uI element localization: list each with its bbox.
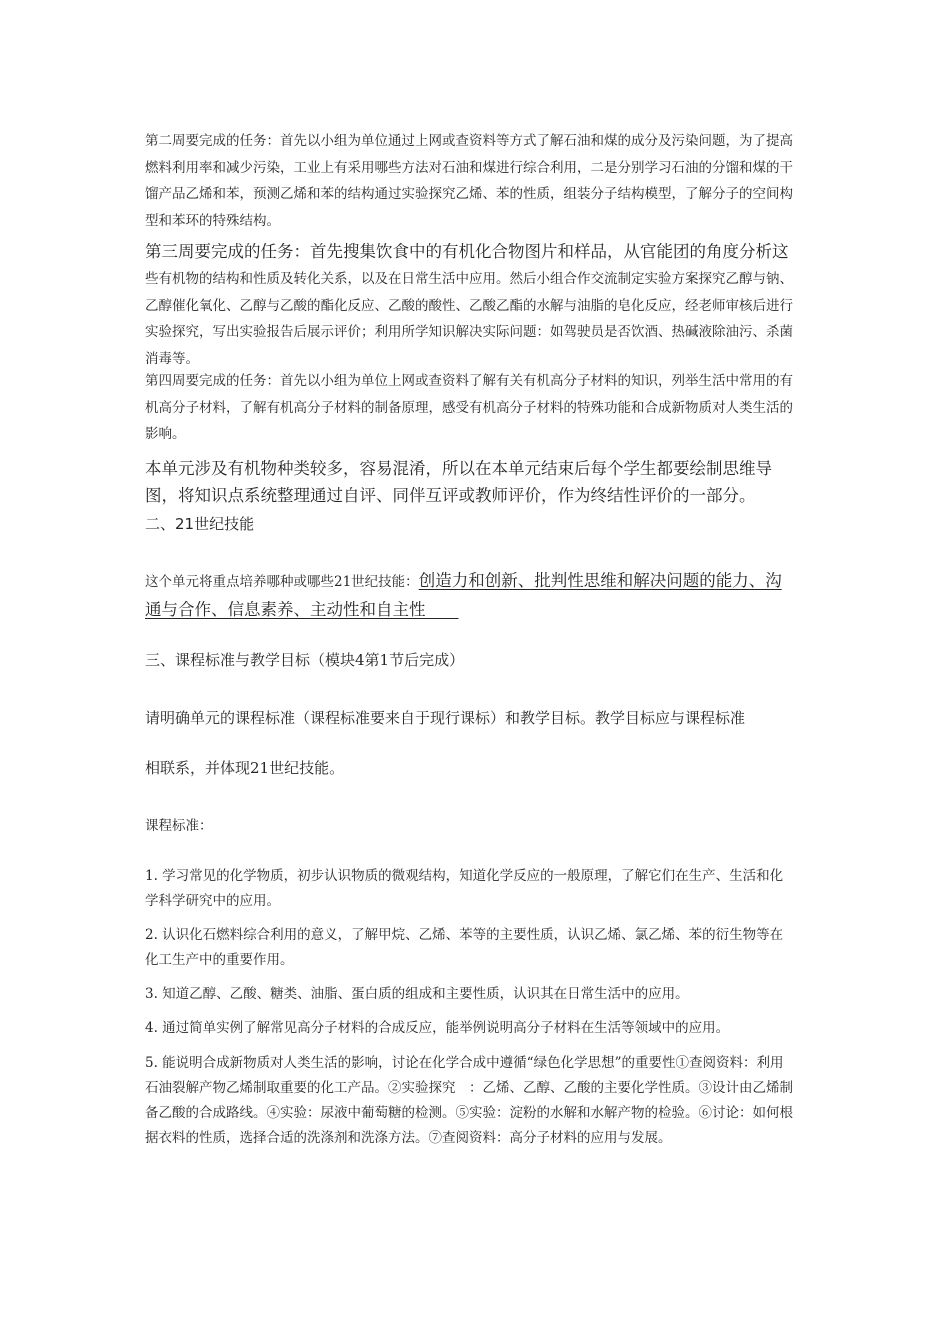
skills-answer-underline-blank <box>426 600 459 619</box>
standard-item-3: 3. 知道乙醇、乙酸、糖类、油脂、蛋白质的组成和主要性质，认识其在日常生活中的应用。 <box>145 986 689 1002</box>
week3-task-body: 些有机物的结构和性质及转化关系，以及在日常生活中应用。然后小组合作交流制定实验方案探究乙醇与钠、乙醇催化氧化、乙醇与乙酸的酯化反应、乙酸的酸性、乙酸乙酯的水解与油脂的皂化反应，经老师审核后进行实验探究，写出实验报告后展示评价；利用所学知识解决实际问题：如驾驶员是否饮酒、热碱液除油污、杀菌消毒等。 <box>145 271 793 367</box>
section3-heading: 三、课程标准与教学目标（模块4第1节后完成） <box>145 651 465 669</box>
standard-item-5: 5. 能说明合成新物质对人类生活的影响，讨论在化学合成中遵循“绿色化学思想”的重要性①查阅资料：利用石油裂解产物乙烯制取重要的化工产品。②实验探究 ：乙烯、乙醇、乙酸的主要化学性质。③设计由乙烯制备乙酸的合成路线。④实验：尿液中葡萄糖的检测。⑤实验：淀粉的水解和水解产物的检验。⑥讨论：如何根据衣料的性质，选择合适的洗涤剂和洗涤方法。⑦查阅资料：高分子材料的应用与发展。 <box>145 1055 793 1146</box>
instruction-line-1: 请明确单元的课程标准（课程标准要来自于现行课标）和教学目标。教学目标应与课程标准 <box>145 709 746 727</box>
skills-question: 这个单元将重点培养哪种或哪些21世纪技能： <box>145 574 419 590</box>
week3-task-paragraph <box>145 238 795 372</box>
skills-answer: 创造力和创新、批判性思维和解决问题的能力、沟通与合作、信息素养、主动性和自主性 <box>145 571 782 619</box>
week3-task-lead: 第三周要完成的任务：首先搜集饮食中的有机化合物图片和样品，从官能团的角度分析这 <box>145 242 789 261</box>
section2-heading: 二、21世纪技能 <box>145 515 255 533</box>
standard-item-2: 2. 认识化石燃料综合利用的意义，了解甲烷、乙烯、苯等的主要性质，认识乙烯、氯乙烯、苯的衍生物等在化工生产中的重要作用。 <box>145 927 784 968</box>
skills-paragraph <box>145 567 795 623</box>
standard-item-1: 1. 学习常见的化学物质，初步认识物质的微观结构，知道化学反应的一般原理，了解它们在生产、生活和化学科学研究中的应用。 <box>145 868 784 909</box>
standard-item-4: 4. 通过简单实例了解常见高分子材料的合成反应，能举例说明高分子材料在生活等领域中的应用。 <box>145 1020 730 1036</box>
week4-task-paragraph: 第四周要完成的任务：首先以小组为单位上网或查资料了解有关有机高分子材料的知识，列举生活中常用的有机高分子材料，了解有机高分子材料的制备原理，感受有机高分子材料的特殊功能和合成新物质对人类生活的影响。 <box>145 373 793 442</box>
week2-task-paragraph: 第二周要完成的任务：首先以小组为单位通过上网或查资料等方式了解石油和煤的成分及污染问题，为了提高燃料利用率和减少污染，工业上有采用哪些方法对石油和煤进行综合利用，二是分别学习石油的分馏和煤的干馏产品乙烯和苯，预测乙烯和苯的结构通过实验探究乙烯、苯的性质，组装分子结构模型，了解分子的空间构型和苯环的特殊结构。 <box>145 133 793 229</box>
instruction-line-2: 相联系，并体现21世纪技能。 <box>145 759 345 777</box>
standards-label: 课程标准： <box>145 818 213 834</box>
unit-summary-paragraph: 本单元涉及有机物种类较多，容易混淆，所以在本单元结束后每个学生都要绘制思维导图，将知识点系统整理通过自评、同伴互评或教师评价，作为终结性评价的一部分。 <box>145 459 772 505</box>
